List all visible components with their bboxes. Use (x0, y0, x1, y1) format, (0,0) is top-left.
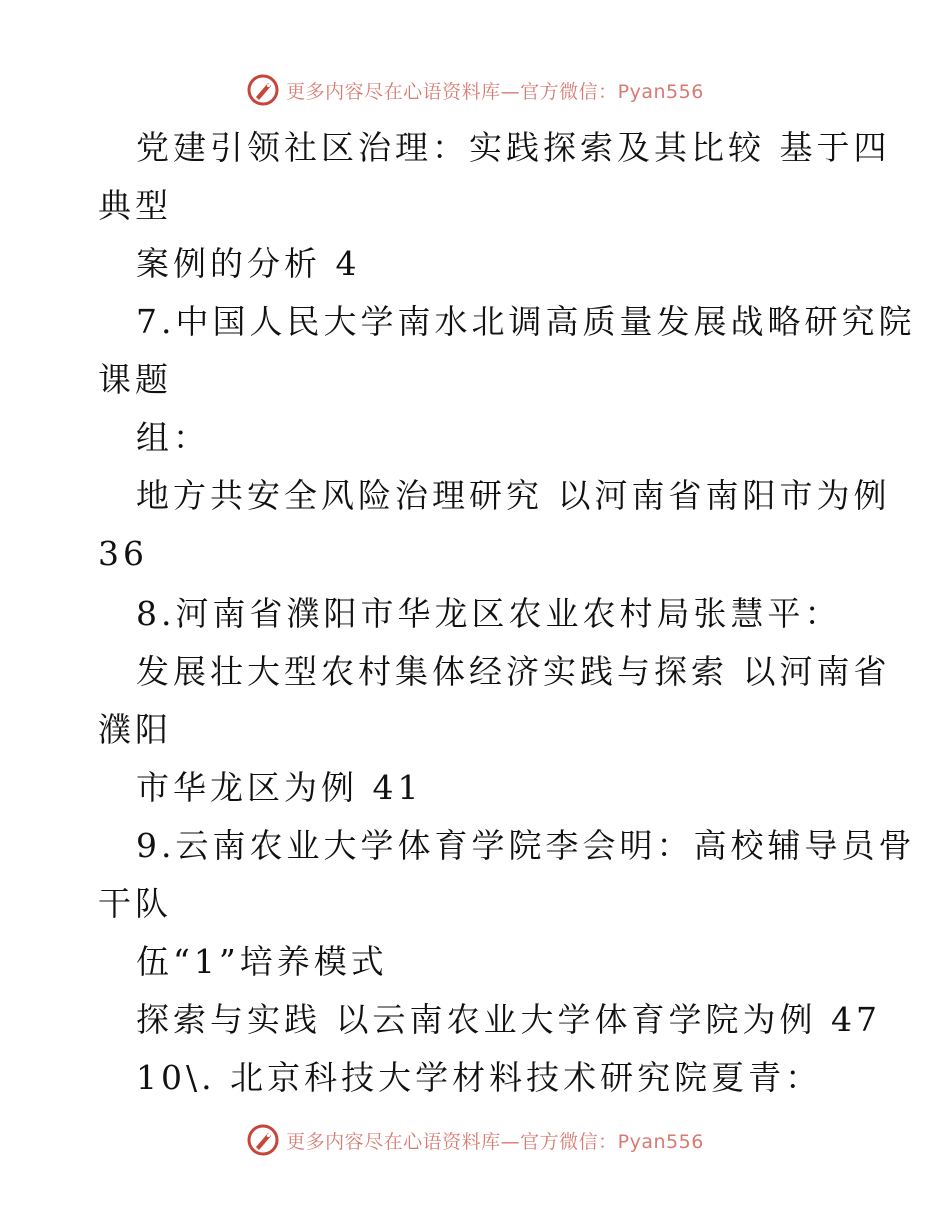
footer-watermark (0, 1120, 950, 1160)
pen-nib-circle-icon (246, 1123, 280, 1157)
text-line: 发展壮大型农村集体经济实践与探索 以河南省 (136, 652, 891, 691)
text-line: 典型 (98, 186, 172, 225)
text-line: 干队 (98, 884, 172, 923)
text-line: 组： (136, 418, 210, 457)
text-line: 36 (98, 534, 148, 573)
text-line: 伍“1”培养模式 (136, 942, 388, 981)
text-line: 案例的分析 4 (136, 244, 361, 283)
text-line: 10\. 北京科技大学材料技术研究院夏青： (136, 1058, 823, 1097)
pen-nib-circle-icon (246, 73, 280, 107)
text-line: 濮阳 (98, 710, 172, 749)
text-line: 地方共安全风险治理研究 以河南省南阳市为例 (136, 476, 891, 515)
text-line: 8.河南省濮阳市华龙区农业农村局张慧平： (136, 594, 842, 633)
text-line: 党建引领社区治理：实践探索及其比较 基于四 (136, 128, 891, 167)
header-watermark (0, 70, 950, 110)
text-line: 9.云南农业大学体育学院李会明：高校辅导员骨 (136, 826, 916, 865)
text-line: 探索与实践 以云南农业大学体育学院为例 47 (136, 1000, 881, 1039)
watermark-text: 更多内容尽在心语资料库—官方微信：Pyan556 (286, 1130, 704, 1153)
text-line: 市华龙区为例 41 (136, 768, 423, 807)
text-line: 课题 (98, 360, 172, 399)
text-line: 7.中国人民大学南水北调高质量发展战略研究院 (136, 302, 916, 341)
watermark-text: 更多内容尽在心语资料库—官方微信：Pyan556 (286, 80, 704, 103)
